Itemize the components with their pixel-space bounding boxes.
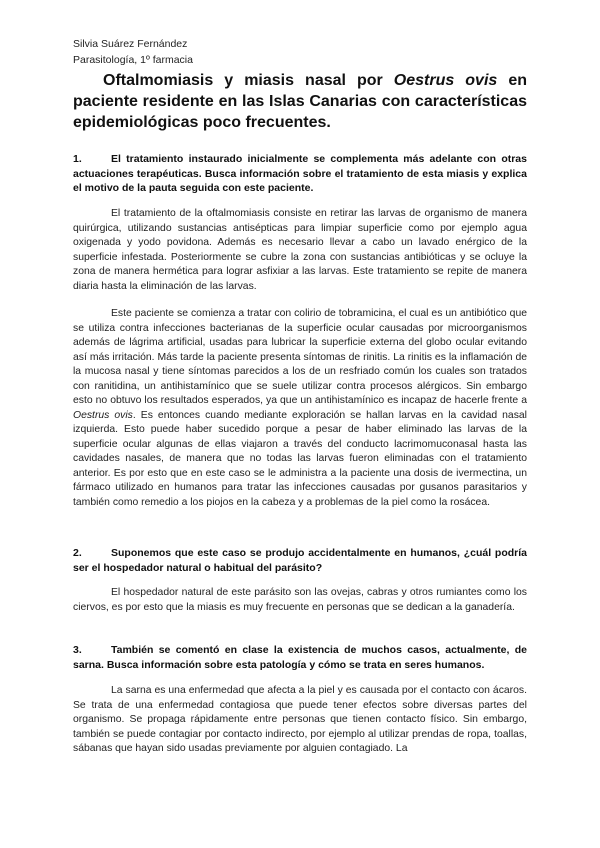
question-text: El tratamiento instaurado inicialmente se complementa más adelante con otras actuaciones terapéuticas. Busca información sobre el tratamiento de esta miasis y explica el motivo de la pauta seguida con este paciente. — [73, 153, 527, 194]
paragraph-text-end: . Es entonces cuando mediante exploración se hallan larvas en la cavidad nasal izquierda. Esto puede haber sucedido porque a pesar de haber eliminado las larvas de la superficie ocular algunas de ellas viajaron a través del conducto lacrimomuconasal hasta las cavidades nasales, de manera que no todas las larvas fueron eliminadas con el tratamiento anterior. Es por esto que en este caso se le administra a la paciente una dosis de ivermectina, un fármaco utilizado en humanos para tratar las infecciones causadas por gusanos parasitarios y también como remedio a los piojos en la cabeza y a problemas de la piel como la rosácea. — [73, 409, 527, 508]
document-title — [73, 70, 527, 133]
species-name: Oestrus ovis — [73, 409, 133, 421]
question-2 — [73, 546, 527, 575]
question-text: Suponemos que este caso se produjo accidentalmente en humanos, ¿cuál podría ser el hospedador natural o habitual del parásito? — [73, 547, 527, 574]
question-number: 3. — [73, 644, 82, 656]
answer-1-paragraph-2 — [73, 307, 527, 510]
course-name: Parasitología, 1º farmacia — [73, 54, 193, 66]
question-text: También se comentó en clase la existencia de muchos casos, actualmente, de sarna. Busca información sobre esta patología y cómo se trata en seres humanos. — [73, 644, 527, 671]
paragraph-text-start: Este paciente se comienza a tratar con colirio de tobramicina, el cual es un antibiótico que se utiliza contra infecciones bacterianas de la superficie ocular causadas por microorganismos además de lágrima artificial, usadas para lubricar la superficie externa del globo ocular evitando así más irritación. Más tarde la paciente presenta síntomas de rinitis. La rinitis es la inflamación de la mucosa nasal y tiene síntomas parecidos a los de un resfriado común los cuales son tratados con ranitidina, un antihistamínico que se suele utilizar contra procesos alérgicos. Sin embargo esto no obtuvo los resultados esperados, ya que un antihistamínico es incapaz de hacerle frente a — [73, 308, 527, 406]
question-number: 2. — [73, 547, 82, 559]
question-3 — [73, 643, 527, 672]
question-number: 1. — [73, 153, 82, 165]
author-name: Silvia Suárez Fernández — [73, 38, 188, 50]
answer-2-paragraph-1: El hospedador natural de este parásito son las ovejas, cabras y otros rumiantes como los ciervos, es por esto que la miasis es muy frecuente en personas que se dedican a la ganadería. — [73, 587, 527, 613]
question-1 — [73, 152, 527, 196]
title-text-end: en paciente residente en las Islas Canarias con características epidemiológicas poco frecuentes. — [73, 72, 527, 131]
document-header — [73, 36, 193, 68]
title-text-start: Oftalmomiasis y miasis nasal por — [103, 72, 394, 89]
answer-1-paragraph-1: El tratamiento de la oftalmomiasis consiste en retirar las larvas de organismo de manera quirúrgica, utilizando sustancias antisépticas para limpiar superficie como por ejemplo agua oxigenada y yodo povidona. Además es necesario llevar a cabo un lavado enérgico de la superficie infestada. Posteriormente se cubre la zona con sustancias antibióticas y se ocluye la zona de manera hermética para lograr asfixiar a las larvas. Este tratamiento se repite de manera diaria hasta la eliminación de las larvas. — [73, 208, 527, 292]
answer-3-paragraph-1: La sarna es una enfermedad que afecta a la piel y es causada por el contacto con ácaros. Se trata de una enfermedad contagiosa que puede tener efectos sobre diversas partes del organismo. Se propaga rápidamente entre personas que tienen contacto físico. Sin embargo, también se puede contagiar por contacto indirecto, por ejemplo al utilizar prendas de ropa, toallas, sábanas que hayan sido usadas previamente por alguien contagiado. La — [73, 685, 527, 754]
title-species: Oestrus ovis — [393, 72, 498, 89]
